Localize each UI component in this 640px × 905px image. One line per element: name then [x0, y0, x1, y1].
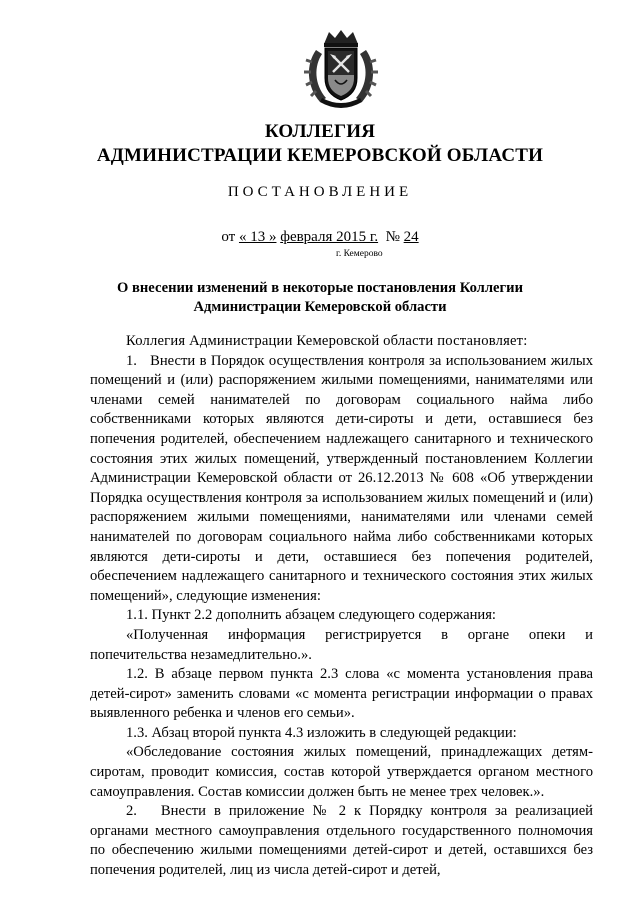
body-paragraph-1-2: 1.2. В абзаце первом пункта 2.3 слова «с момента установления права детей-сирот» заменить словами «с момента регистрации информации о правах выявленного ребенка и членов его семьи».	[90, 666, 593, 722]
org-line-1: КОЛЛЕГИЯ	[264, 121, 376, 142]
city-label: г. Кемерово	[336, 249, 383, 259]
coat-of-arms-icon	[302, 28, 380, 113]
body-paragraph-1-3: 1.3. Абзац второй пункта 4.3 изложить в следующей редакции:	[126, 724, 517, 741]
date-prefix: от	[221, 229, 236, 245]
body-paragraph-1: 1. Внести в Порядок осуществления контроля за использованием жилых помещений и (или) распоряжением жилыми помещениями, нанимателями или членами семей нанимателей по договорам социального найма либо собственниками которых являются дети-сироты и дети, оставшиеся без попечения родителей, обеспечением надлежащего санитарного и технического состояния этих жилых помещений, утвержденный постановлением Коллегии Администрации Кемеровской области от 26.12.2013 № 608 «Об утверждении Порядка осуществления контроля за использованием жилых помещений и (или) распоряжением жилыми помещениями, нанимателями или членами семей нанимателей по договорам социального найма либо собственниками которых являются дети-сироты и дети, оставшиеся без попечения родителей, обеспечением надлежащего санитарного и технического состояния этих жилых помещений», следующие изменения:	[90, 352, 593, 604]
date-day: « 13 »	[238, 229, 277, 245]
org-line-2: АДМИНИСТРАЦИИ КЕМЕРОВСКОЙ ОБЛАСТИ	[96, 145, 544, 166]
document-body	[90, 332, 593, 881]
document-title-line-2: Администрации Кемеровской области	[193, 299, 447, 315]
body-paragraph-2: 2. Внести в приложение № 2 к Порядку контроля за реализацией органами местного самоуправления отдельного государственного полномочия по обеспечению жилыми помещениями детей-сирот и детей, оставшихся без попечения родителей, лиц из числа детей-сирот и детей,	[90, 803, 593, 879]
document-type: ПОСТАНОВЛЕНИЕ	[227, 184, 413, 200]
document-title-line-1: О внесении изменений в некоторые постановления Коллегии	[117, 280, 523, 296]
document-number: 24	[403, 229, 419, 245]
body-paragraph-1-1-quote: «Полученная информация регистрируется в органе опеки и попечительства незамедлительно.».	[90, 626, 593, 663]
document-dateline	[0, 229, 640, 246]
body-paragraph-1-3-quote: «Обследование состояния жилых помещений, принадлежащих детям-сиротам, проводит комиссия, состав которой утверждается органом местного самоуправления. Состав комиссии должен быть не менее трех человек.».	[90, 744, 593, 800]
body-paragraph-1-1: 1.1. Пункт 2.2 дополнить абзацем следующего содержания:	[126, 607, 496, 624]
date-month-year: февраля 2015 г.	[280, 229, 379, 245]
body-intro: Коллегия Администрации Кемеровской области постановляет:	[126, 333, 528, 349]
number-sign: №	[385, 229, 400, 245]
